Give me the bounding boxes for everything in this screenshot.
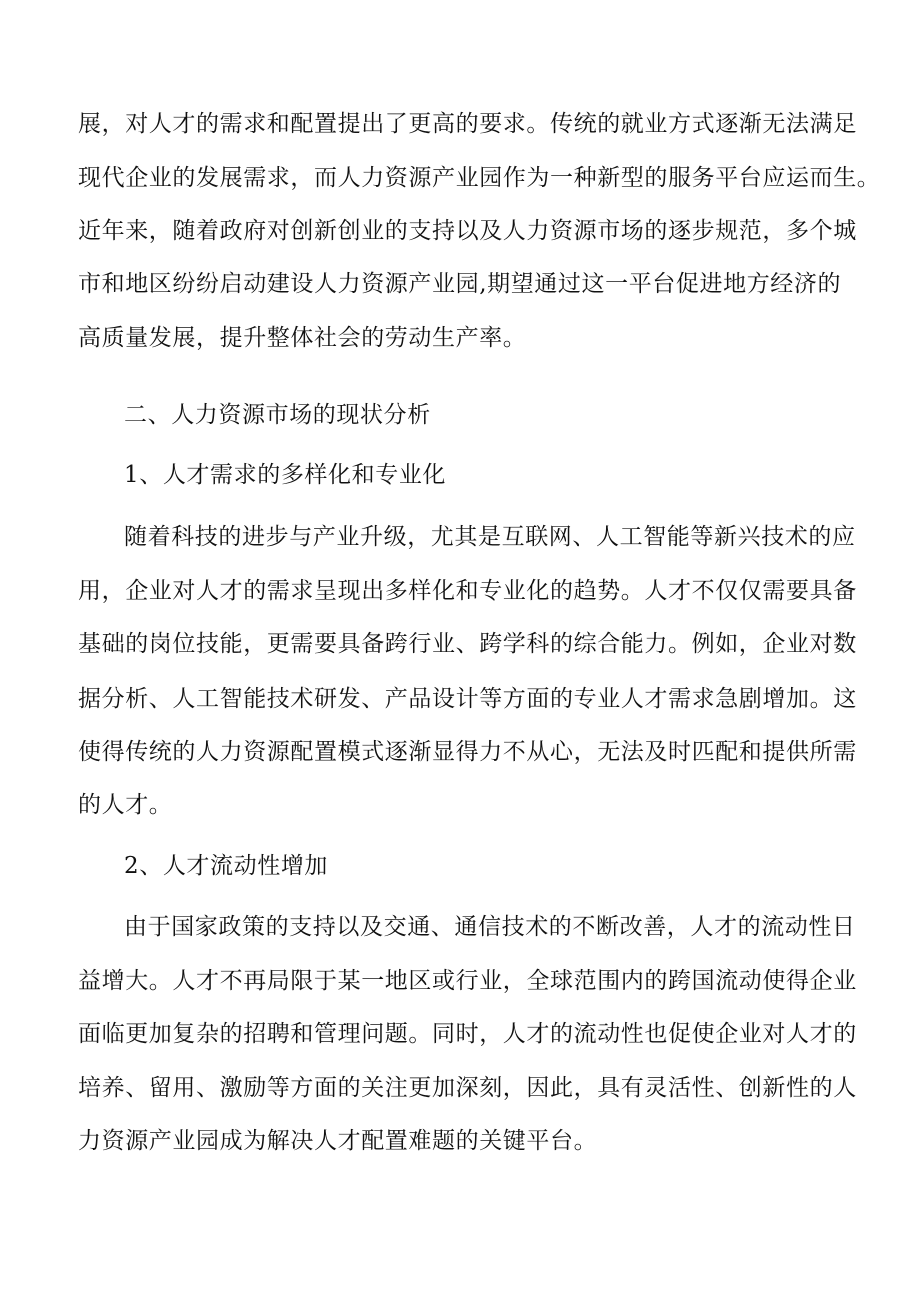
subsection-2-line-3: 面临更加复杂的招聘和管理问题。同时，人才的流动性也促使企业对人才的 — [78, 1021, 857, 1047]
subsection-1-line-1: 随着科技的进步与产业升级，尤其是互联网、人工智能等新兴技术的应 — [124, 524, 856, 550]
section-heading: 二、人力资源市场的现状分析 — [124, 402, 431, 428]
subsection-1-line-4: 据分析、人工智能技术研发、产品设计等方面的专业人才需求急剧增加。这 — [78, 686, 857, 712]
subsection-2-line-5: 力资源产业园成为解决人才配置难题的关键平台。 — [78, 1128, 598, 1154]
subsection-2-heading: 2、人才流动性增加 — [124, 853, 329, 879]
subsection-1-line-3: 基础的岗位技能，更需要具备跨行业、跨学科的综合能力。例如，企业对数 — [78, 631, 857, 657]
subsection-1-heading: 1、人才需求的多样化和专业化 — [124, 462, 447, 488]
intro-line-1: 展，对人才的需求和配置提出了更高的要求。传统的就业方式逐渐无法满足 — [78, 111, 857, 137]
intro-line-2: 现代企业的发展需求，而人力资源产业园作为一种新型的服务平台应运而生。 — [78, 165, 881, 191]
subsection-1-line-2: 用，企业对人才的需求呈现出多样化和专业化的趋势。人才不仅仅需要具备 — [78, 578, 857, 604]
subsection-2-line-4: 培养、留用、激励等方面的关注更加深刻，因此，具有灵活性、创新性的人 — [78, 1075, 857, 1101]
subsection-1-line-6: 的人才。 — [78, 792, 173, 818]
subsection-2-line-2: 益增大。人才不再局限于某一地区或行业，全球范围内的跨国流动使得企业 — [78, 968, 857, 994]
subsection-2-line-1: 由于国家政策的支持以及交通、通信技术的不断改善，人才的流动性日 — [124, 914, 856, 940]
subsection-1-line-5: 使得传统的人力资源配置模式逐渐显得力不从心，无法及时匹配和提供所需 — [78, 739, 857, 765]
intro-line-3: 近年来，随着政府对创新创业的支持以及人力资源市场的逐步规范，多个城 — [78, 218, 857, 244]
intro-line-4: 市和地区纷纷启动建设人力资源产业园,期望通过这一平台促进地方经济的 — [78, 271, 842, 297]
intro-line-5: 高质量发展，提升整体社会的劳动生产率。 — [78, 325, 527, 351]
